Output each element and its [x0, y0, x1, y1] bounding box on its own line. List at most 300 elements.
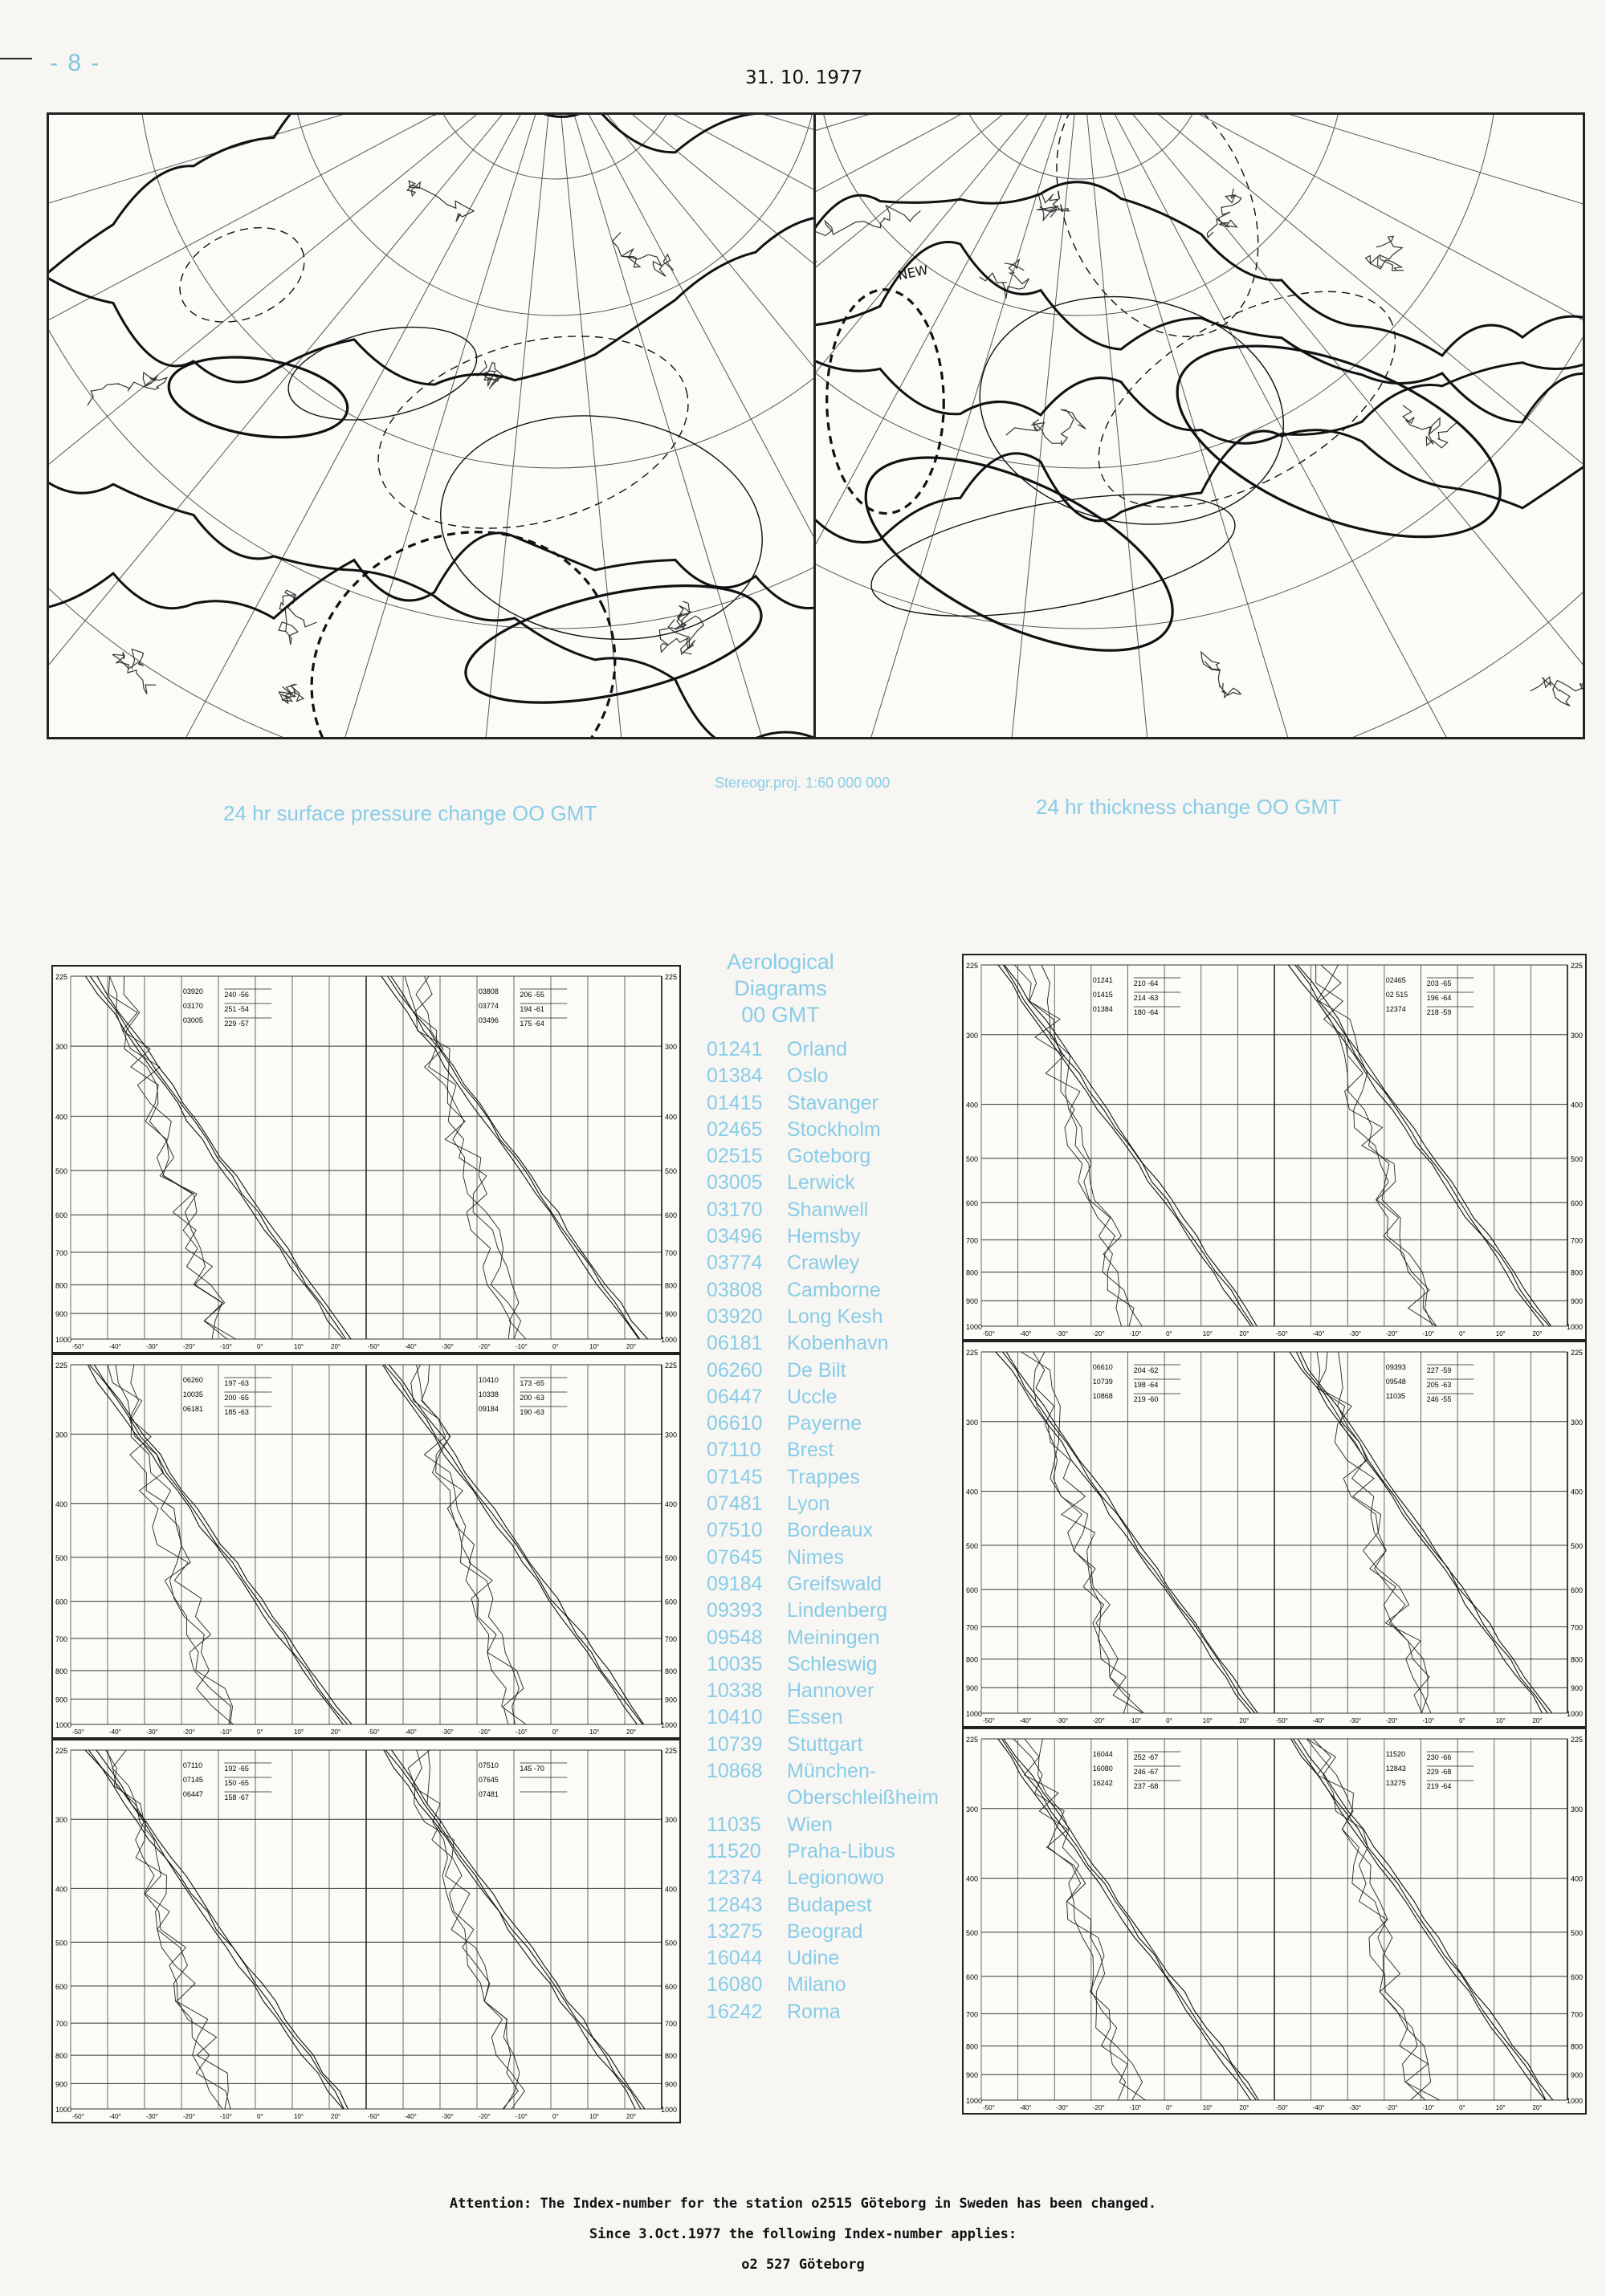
pressure-level-label: 700 — [966, 1236, 979, 1245]
temperature-tick-label: -10° — [1422, 2104, 1435, 2111]
temperature-tick-label: -40° — [1312, 1717, 1325, 1724]
table-station-code: 06610 — [1092, 1363, 1113, 1371]
station-name: Kobenhavn — [787, 1332, 889, 1355]
pressure-level-label: 800 — [966, 1655, 979, 1664]
table-station-code: 10868 — [1092, 1392, 1113, 1400]
temperature-tick-label: 10° — [294, 1728, 304, 1736]
temperature-tick-label: 20° — [331, 1728, 341, 1736]
table-station-code: 10035 — [182, 1390, 203, 1398]
station-value-table — [183, 1376, 271, 1416]
pressure-level-label: 900 — [966, 2071, 979, 2080]
station-row — [707, 1304, 964, 1330]
table-station-code: 16044 — [1092, 1750, 1113, 1758]
temperature-tick-label: -40° — [405, 1343, 417, 1350]
station-name: Brest — [787, 1439, 834, 1462]
temperature-tick-label: 0° — [1166, 1717, 1172, 1724]
station-code: 03170 — [707, 1198, 763, 1221]
temperature-tick-label: 0° — [552, 2113, 559, 2120]
thickness-change-map — [813, 112, 1585, 739]
pressure-level-label: 225 — [1570, 1349, 1583, 1357]
pressure-level-label: 1000 — [966, 1710, 983, 1718]
station-name: Oberschleißheim — [787, 1786, 939, 1810]
pressure-level-label: 300 — [55, 1431, 68, 1439]
station-value-table — [1386, 1750, 1474, 1790]
table-station-code: 12374 — [1385, 1005, 1406, 1013]
temperature-tick-label: -10° — [1422, 1330, 1435, 1337]
station-code: 03920 — [707, 1305, 763, 1328]
diagram-drawing — [964, 955, 1585, 1339]
station-name: Shanwell — [787, 1198, 869, 1221]
pressure-level-label: 800 — [664, 1667, 677, 1675]
temperature-tick-label: -50° — [72, 2113, 84, 2120]
diagram-drawing — [53, 1355, 679, 1737]
station-value-table — [1386, 1363, 1474, 1403]
station-name: Budapest — [787, 1893, 872, 1916]
table-station-code: 16080 — [1092, 1765, 1113, 1773]
temperature-tick-label: -10° — [1129, 2104, 1142, 2111]
station-name: Orland — [787, 1038, 848, 1060]
temperature-tick-label: -20° — [1092, 1330, 1105, 1337]
temperature-tick-label: 0° — [257, 1343, 263, 1350]
table-station-code: 03808 — [478, 987, 499, 995]
temperature-tick-label: -20° — [183, 1343, 195, 1350]
station-code: 10739 — [707, 1732, 763, 1756]
table-station-value: 192 -65 — [224, 1765, 249, 1773]
pressure-level-label: 700 — [55, 1634, 68, 1643]
pressure-level-label: 1000 — [1566, 2097, 1583, 2105]
temperature-tick-label: -40° — [1312, 1330, 1325, 1337]
temperature-tick-label: 10° — [1495, 2104, 1506, 2111]
pressure-level-label: 300 — [664, 1043, 677, 1052]
station-code: 11520 — [707, 1839, 761, 1862]
station-code: 09393 — [707, 1599, 763, 1622]
station-code: 01384 — [707, 1065, 763, 1088]
pressure-level-label: 1000 — [55, 1336, 72, 1344]
temperature-tick-label: -40° — [109, 2113, 121, 2120]
pressure-level-label: 900 — [55, 2080, 68, 2089]
station-name: De Bilt — [787, 1358, 846, 1382]
station-name: Lindenberg — [787, 1599, 888, 1622]
station-name: Udine — [787, 1947, 840, 1970]
pressure-level-label: 400 — [966, 1488, 979, 1496]
station-row — [707, 1170, 964, 1196]
station-row — [707, 1277, 964, 1304]
table-station-value: 206 -55 — [520, 991, 544, 999]
table-station-code: 13275 — [1385, 1779, 1406, 1787]
station-row — [707, 1812, 964, 1838]
temperature-tick-label: -30° — [442, 1728, 454, 1736]
temperature-tick-label: 20° — [626, 2113, 637, 2120]
diagram-grid — [55, 1362, 677, 1736]
table-station-value: 198 -64 — [1133, 1381, 1159, 1389]
station-row — [707, 1491, 964, 1517]
pressure-level-label: 800 — [664, 1281, 677, 1290]
temperature-tick-label: 0° — [1166, 2104, 1172, 2111]
pressure-level-label: 600 — [1570, 1586, 1583, 1594]
pressure-level-label: 225 — [1570, 1736, 1583, 1744]
temperature-tick-label: 20° — [626, 1728, 637, 1736]
temperature-tick-label: -20° — [479, 1728, 491, 1736]
temperature-tick-label: -50° — [72, 1728, 84, 1736]
station-row — [707, 1625, 964, 1651]
pressure-level-label: 500 — [55, 1939, 68, 1948]
station-name: Stavanger — [787, 1091, 878, 1114]
station-code: 07145 — [707, 1465, 763, 1488]
station-name: Wien — [787, 1813, 833, 1836]
temperature-tick-label: -30° — [146, 1728, 158, 1736]
temperature-tick-label: -50° — [983, 2104, 995, 2111]
station-value-table — [1093, 1363, 1181, 1403]
station-name: Lerwick — [787, 1171, 855, 1195]
temperature-tick-label: 10° — [1202, 1717, 1213, 1724]
station-code: 16080 — [707, 1973, 763, 1997]
table-station-code: 09184 — [478, 1405, 499, 1413]
station-value-table — [183, 987, 271, 1028]
station-row — [707, 1143, 964, 1170]
pressure-level-label: 900 — [966, 1684, 979, 1693]
pressure-level-label: 900 — [1570, 1297, 1583, 1306]
temperature-tick-label: -10° — [516, 1343, 528, 1350]
pressure-level-label: 400 — [664, 1500, 677, 1508]
map-label-new: NEW — [896, 262, 930, 283]
pressure-level-label: 900 — [55, 1310, 68, 1319]
table-station-value: 230 -66 — [1426, 1753, 1452, 1761]
pressure-level-label: 300 — [664, 1431, 677, 1439]
temperature-tick-label: 0° — [1459, 1717, 1465, 1724]
page-number: - 8 - — [50, 50, 101, 76]
temperature-tick-label: 0° — [257, 2113, 263, 2120]
table-station-code: 10338 — [478, 1390, 499, 1398]
pressure-level-label: 900 — [966, 1297, 979, 1306]
station-code: 06610 — [707, 1412, 763, 1435]
temperature-tick-label: 20° — [626, 1343, 637, 1350]
pressure-level-label: 800 — [55, 2052, 68, 2061]
station-code: 03808 — [707, 1278, 763, 1301]
temperature-tick-label: 10° — [1202, 1330, 1213, 1337]
temperature-tick-label: 20° — [331, 2113, 341, 2120]
pressure-level-label: 800 — [1570, 1268, 1583, 1277]
pressure-level-label: 400 — [55, 1885, 68, 1894]
pressure-level-label: 300 — [1570, 1418, 1583, 1427]
station-name: Hemsby — [787, 1225, 861, 1248]
table-station-code: 03774 — [478, 1002, 499, 1010]
graticule — [816, 115, 1583, 737]
temperature-tick-label: -50° — [1276, 2104, 1288, 2111]
map-right-drawing — [816, 115, 1583, 737]
station-code: 03496 — [707, 1225, 763, 1248]
temperature-tick-label: -50° — [368, 1343, 380, 1350]
station-row — [707, 1704, 964, 1731]
pressure-level-label: 1000 — [660, 1336, 677, 1344]
temperature-tick-label: 20° — [331, 1343, 341, 1350]
station-row — [707, 1838, 964, 1865]
station-row — [707, 1223, 964, 1250]
table-station-value: 210 -64 — [1133, 979, 1159, 987]
station-row — [707, 1517, 964, 1544]
projection-note: Stereogr.proj. 1:60 000 000 — [715, 775, 891, 791]
station-code: 07645 — [707, 1545, 763, 1569]
station-row — [707, 1358, 964, 1384]
pressure-level-label: 225 — [966, 1349, 979, 1357]
station-code: 10035 — [707, 1652, 763, 1675]
attention-notice — [0, 2188, 1606, 2280]
notice-line-3: o2 527 Göteborg — [741, 2257, 865, 2273]
station-row — [707, 1411, 964, 1437]
pressure-level-label: 1000 — [1566, 1710, 1583, 1718]
temperature-tick-label: -10° — [1129, 1717, 1142, 1724]
temperature-tick-label: 20° — [1239, 2104, 1249, 2111]
table-station-value: 180 -64 — [1133, 1008, 1159, 1016]
station-value-table — [479, 987, 567, 1028]
station-name: Schleswig — [787, 1652, 878, 1675]
pressure-level-label: 500 — [55, 1166, 68, 1175]
diagram-drawing — [53, 967, 679, 1352]
temperature-tick-label: 0° — [257, 1728, 263, 1736]
table-station-code: 06260 — [182, 1376, 203, 1384]
station-row — [707, 1945, 964, 1972]
station-row — [707, 1571, 964, 1598]
table-station-code: 06447 — [182, 1790, 203, 1798]
table-station-value: 205 -63 — [1426, 1381, 1452, 1389]
pressure-level-label: 225 — [966, 1736, 979, 1744]
pressure-level-label: 700 — [55, 2020, 68, 2029]
table-station-value: 185 -63 — [224, 1408, 249, 1416]
left-map-caption: 24 hr surface pressure change OO GMT — [223, 801, 597, 825]
station-name: Hannover — [787, 1679, 874, 1703]
table-station-value: 145 -70 — [520, 1765, 544, 1773]
temperature-tick-label: -10° — [220, 1728, 232, 1736]
diagram-grid — [966, 1736, 1583, 2111]
station-code: 01415 — [707, 1091, 763, 1114]
station-code: 13275 — [707, 1919, 763, 1943]
pressure-level-label: 300 — [966, 1418, 979, 1427]
temperature-tick-label: 20° — [1532, 1717, 1543, 1724]
pressure-level-label: 700 — [1570, 1236, 1583, 1245]
pressure-level-label: 700 — [664, 1634, 677, 1643]
table-station-value: 200 -63 — [520, 1394, 544, 1402]
pressure-level-label: 900 — [1570, 1684, 1583, 1693]
temperature-tick-label: -50° — [368, 2113, 380, 2120]
pressure-level-label: 800 — [966, 1268, 979, 1277]
station-value-table — [183, 1761, 271, 1801]
diagram-drawing — [964, 1729, 1585, 2113]
station-code: 10868 — [707, 1760, 763, 1783]
temperature-tick-label: 10° — [294, 2113, 304, 2120]
pressure-level-label: 600 — [966, 1199, 979, 1207]
table-station-value: 219 -64 — [1426, 1782, 1452, 1790]
diagram-grid — [55, 973, 677, 1350]
temperature-tick-label: -30° — [1349, 2104, 1362, 2111]
pressure-level-label: 800 — [1570, 2042, 1583, 2051]
table-station-value: 227 -59 — [1426, 1366, 1452, 1374]
pressure-level-label: 400 — [966, 1101, 979, 1109]
temperature-tick-label: -20° — [1385, 1330, 1398, 1337]
pressure-level-label: 1000 — [55, 2106, 72, 2114]
station-name: Essen — [787, 1706, 843, 1729]
station-code: 11035 — [707, 1813, 761, 1836]
table-station-code: 11520 — [1385, 1750, 1406, 1758]
station-code: 07110 — [707, 1439, 761, 1462]
temperature-tick-label: 10° — [589, 1728, 600, 1736]
pressure-level-label: 400 — [664, 1885, 677, 1894]
table-station-code: 01241 — [1092, 976, 1113, 984]
station-code: 01241 — [707, 1038, 763, 1060]
station-value-table — [1386, 976, 1474, 1016]
pressure-level-label: 400 — [55, 1113, 68, 1122]
temperature-tick-label: -50° — [368, 1728, 380, 1736]
station-name: Uccle — [787, 1385, 838, 1408]
station-name: Oslo — [787, 1065, 829, 1088]
station-row — [707, 1678, 964, 1704]
temperature-tick-label: -20° — [479, 1343, 491, 1350]
table-station-code: 03005 — [182, 1016, 203, 1024]
temperature-tick-label: -30° — [1349, 1330, 1362, 1337]
temperature-tick-label: -40° — [109, 1343, 121, 1350]
station-value-table — [1093, 976, 1181, 1016]
station-row — [707, 1999, 964, 2025]
pressure-level-label: 225 — [664, 1362, 677, 1370]
table-station-value: 200 -65 — [224, 1394, 249, 1402]
station-code: 10338 — [707, 1679, 763, 1703]
pressure-level-label: 300 — [966, 1031, 979, 1040]
pressure-level-label: 900 — [664, 2080, 677, 2089]
pressure-level-label: 300 — [55, 1043, 68, 1052]
pressure-level-label: 700 — [966, 2010, 979, 2019]
temperature-tick-label: -50° — [983, 1330, 995, 1337]
station-name: Long Kesh — [787, 1305, 883, 1328]
pressure-level-label: 500 — [664, 1939, 677, 1948]
legend-title — [707, 949, 964, 1028]
temperature-tick-label: -50° — [1276, 1330, 1288, 1337]
temperature-tick-label: -40° — [1312, 2104, 1325, 2111]
table-station-code: 10739 — [1092, 1378, 1113, 1386]
table-station-value: 204 -62 — [1133, 1366, 1159, 1374]
table-station-value: 246 -55 — [1426, 1395, 1452, 1403]
table-station-value: 229 -57 — [224, 1020, 249, 1028]
table-station-code: 07145 — [182, 1776, 203, 1784]
temperature-tick-label: -40° — [1019, 1717, 1032, 1724]
station-name: Payerne — [787, 1412, 862, 1435]
station-name: Praha-Libus — [787, 1839, 895, 1862]
pressure-level-label: 600 — [55, 1598, 68, 1606]
table-station-code: 03496 — [478, 1016, 499, 1024]
aerological-diagram-panel — [962, 1728, 1587, 2115]
station-code: 16044 — [707, 1947, 763, 1970]
temperature-tick-label: -10° — [220, 2113, 232, 2120]
pressure-level-label: 500 — [1570, 1154, 1583, 1163]
station-row — [707, 1892, 964, 1919]
pressure-level-label: 1000 — [660, 2106, 677, 2114]
pressure-level-label: 225 — [664, 1747, 677, 1755]
station-name: Stockholm — [787, 1117, 881, 1141]
station-value-table — [479, 1376, 567, 1416]
temperature-tick-label: -20° — [479, 2113, 491, 2120]
table-station-value: 246 -67 — [1133, 1768, 1159, 1776]
temperature-tick-label: 0° — [1166, 1330, 1172, 1337]
pressure-level-label: 700 — [966, 1623, 979, 1632]
table-station-code: 10410 — [478, 1376, 499, 1384]
pressure-level-label: 225 — [966, 962, 979, 970]
temperature-tick-label: 10° — [1495, 1717, 1506, 1724]
temperature-tick-label: -30° — [146, 1343, 158, 1350]
temperature-tick-label: -30° — [1056, 1330, 1069, 1337]
station-row — [707, 1117, 964, 1143]
station-name: Milano — [787, 1973, 846, 1997]
notice-line-1: Attention: The Index-number for the station o2515 Göteborg in Sweden has been changed. — [449, 2196, 1157, 2212]
station-name: Bordeaux — [787, 1519, 874, 1542]
diagram-grid — [55, 1747, 677, 2120]
temperature-tick-label: -50° — [983, 1717, 995, 1724]
station-legend — [707, 949, 964, 2025]
temperature-tick-label: -30° — [442, 2113, 454, 2120]
pressure-level-label: 900 — [55, 1696, 68, 1704]
pressure-level-label: 500 — [1570, 1541, 1583, 1550]
station-row — [707, 1598, 964, 1624]
station-row — [707, 1036, 964, 1063]
station-code: 12843 — [707, 1893, 763, 1916]
temperature-tick-label: -10° — [516, 1728, 528, 1736]
temperature-tick-label: 20° — [1532, 2104, 1543, 2111]
surface-pressure-change-map — [47, 112, 818, 739]
station-code: 07481 — [707, 1492, 763, 1516]
table-station-code: 02465 — [1385, 976, 1406, 984]
pressure-level-label: 1000 — [966, 2097, 983, 2105]
temperature-tick-label: -20° — [183, 2113, 195, 2120]
map-left-drawing — [49, 115, 816, 737]
table-station-value: 229 -68 — [1426, 1768, 1452, 1776]
temperature-tick-label: -20° — [1385, 1717, 1398, 1724]
pressure-level-label: 500 — [966, 1541, 979, 1550]
station-code: 02515 — [707, 1145, 763, 1168]
station-row — [707, 1545, 964, 1571]
table-station-code: 06181 — [182, 1405, 203, 1413]
temperature-tick-label: -40° — [405, 2113, 417, 2120]
temperature-tick-label: -20° — [1092, 1717, 1105, 1724]
table-station-value: 158 -67 — [224, 1793, 249, 1801]
table-station-code: 16242 — [1092, 1779, 1113, 1787]
station-code: 09548 — [707, 1626, 763, 1649]
pressure-level-label: 800 — [55, 1667, 68, 1675]
station-code — [707, 1785, 787, 1811]
temperature-tick-label: -40° — [109, 1728, 121, 1736]
table-station-code: 07510 — [478, 1761, 499, 1769]
station-name: Nimes — [787, 1545, 844, 1569]
table-station-value: 173 -65 — [520, 1379, 544, 1387]
pressure-level-label: 300 — [664, 1816, 677, 1825]
temperature-tick-label: -30° — [1056, 1717, 1069, 1724]
station-value-table — [1093, 1750, 1181, 1790]
temperature-tick-label: 20° — [1532, 1330, 1543, 1337]
station-row — [707, 1919, 964, 1945]
station-name: Lyon — [787, 1492, 830, 1516]
station-row — [707, 1758, 964, 1785]
table-station-value: 203 -65 — [1426, 979, 1452, 987]
temperature-tick-label: 0° — [1459, 2104, 1465, 2111]
temperature-tick-label: -20° — [1092, 2104, 1105, 2111]
table-station-value: 214 -63 — [1133, 994, 1159, 1002]
temperature-tick-label: -20° — [1385, 2104, 1398, 2111]
temperature-tick-label: 20° — [1239, 1330, 1249, 1337]
pressure-level-label: 800 — [55, 1281, 68, 1290]
pressure-level-label: 400 — [1570, 1488, 1583, 1496]
temperature-tick-label: 20° — [1239, 1717, 1249, 1724]
table-station-value: 190 -63 — [520, 1408, 544, 1416]
temperature-tick-label: -40° — [405, 1728, 417, 1736]
station-list — [707, 1036, 964, 2025]
table-station-value: 219 -60 — [1133, 1395, 1159, 1403]
table-station-value: 197 -63 — [224, 1379, 249, 1387]
temperature-tick-label: 0° — [552, 1728, 559, 1736]
